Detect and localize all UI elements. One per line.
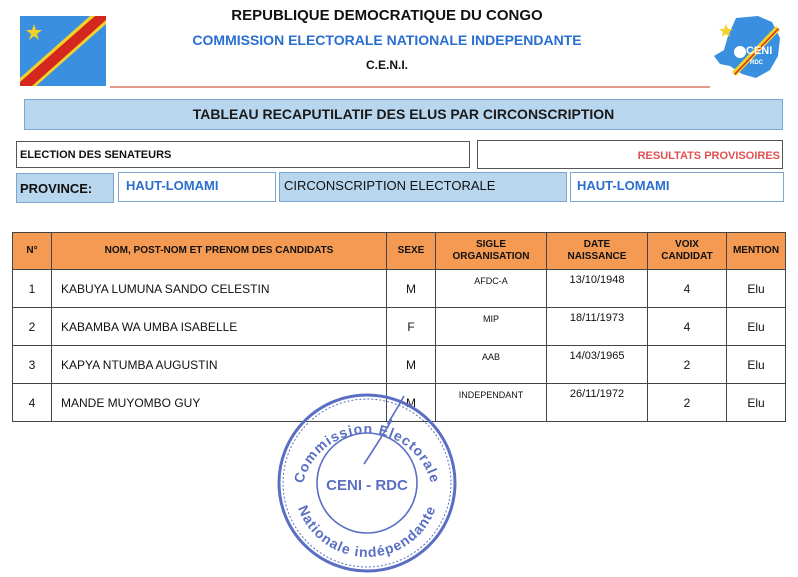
cell-mention: Elu (727, 384, 786, 422)
cell-sexe: F (387, 308, 436, 346)
cell-voix: 2 (648, 346, 727, 384)
cell-sexe: M (387, 346, 436, 384)
cell-name: KABUYA LUMUNA SANDO CELESTIN (52, 270, 387, 308)
province-label: PROVINCE: (16, 173, 114, 203)
cell-num: 1 (13, 270, 52, 308)
cell-voix: 4 (648, 270, 727, 308)
cell-mention: Elu (727, 270, 786, 308)
cell-date: 13/10/1948 (547, 270, 648, 308)
country-title: REPUBLIQUE DEMOCRATIQUE DU CONGO (231, 7, 543, 24)
cell-voix: 2 (648, 384, 727, 422)
col-num-header: N° (13, 233, 52, 270)
cell-date: 26/11/1972 (547, 384, 648, 422)
cell-voix: 4 (648, 308, 727, 346)
official-stamp (272, 388, 462, 576)
svg-text:Nationale indépendante (295, 503, 439, 560)
page-title: TABLEAU RECAPUTILATIF DES ELUS PAR CIRCONSCRIPTION (24, 99, 783, 130)
table-row (13, 346, 786, 384)
col-sexe-header: SEXE (387, 233, 436, 270)
commission-title: COMMISSION ELECTORALE NATIONALE INDEPENDANTE (192, 32, 582, 48)
cell-sexe: M (387, 270, 436, 308)
cell-mention: Elu (727, 308, 786, 346)
cell-num: 2 (13, 308, 52, 346)
election-type: ELECTION DES SENATEURS (16, 141, 470, 168)
table-row (13, 270, 786, 308)
col-sigle-header (436, 233, 547, 270)
cell-sigle: AFDC-A (436, 270, 547, 308)
voix-header-line2: CANDIDAT (661, 251, 713, 262)
stamp-top-text: Commission Electorale (290, 420, 444, 485)
col-name-header: NOM, POST-NOM ET PRENOM DES CANDIDATS (52, 233, 387, 270)
cell-name: MANDE MUYOMBO GUY (52, 384, 387, 422)
cell-date: 18/11/1973 (547, 308, 648, 346)
stamp-bottom-text: Nationale indépendante (295, 502, 439, 561)
date-header-line2: NAISSANCE (567, 251, 627, 262)
cell-mention: Elu (727, 346, 786, 384)
cell-date: 14/03/1965 (547, 346, 648, 384)
voix-header-line1: VOIX (675, 239, 699, 250)
sigle-header-line1: SIGLE (475, 239, 506, 250)
province-value: HAUT-LOMAMI (118, 172, 276, 202)
sigle-header-line2: ORGANISATION (452, 251, 530, 262)
circonscription-label: CIRCONSCRIPTION ELECTORALE (279, 172, 567, 202)
col-date-header (547, 233, 648, 270)
cell-num: 3 (13, 346, 52, 384)
cell-name: KAPYA NTUMBA AUGUSTIN (52, 346, 387, 384)
col-voix-header (648, 233, 727, 270)
stamp-center-text: CENI - RDC (326, 477, 408, 494)
svg-text:Commission Electorale (290, 420, 443, 485)
drc-flag-icon (20, 16, 106, 86)
table-row (13, 308, 786, 346)
acronym: C.E.N.I. (365, 58, 408, 72)
cell-name: KABAMBA WA UMBA ISABELLE (52, 308, 387, 346)
logo-sub: RDC (750, 60, 763, 66)
table-header-row (13, 233, 786, 270)
cell-sexe: M (387, 384, 436, 422)
ceni-logo (706, 12, 786, 84)
cell-num: 4 (13, 384, 52, 422)
cell-sigle: MIP (436, 308, 547, 346)
circonscription-value: HAUT-LOMAMI (570, 172, 784, 202)
header-divider (110, 86, 710, 88)
cell-sigle: INDEPENDANT (436, 384, 547, 422)
status-badge: RESULTATS PROVISOIRES (477, 140, 783, 169)
cell-sigle: AAB (436, 346, 547, 384)
logo-text: CENI (746, 45, 773, 57)
col-mention-header: MENTION (727, 233, 786, 270)
date-header-line1: DATE (583, 239, 611, 250)
